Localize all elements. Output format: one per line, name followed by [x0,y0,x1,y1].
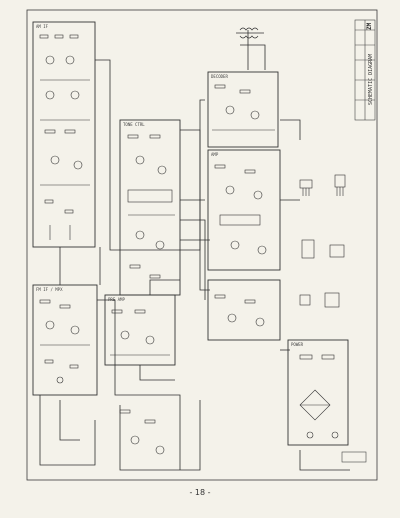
label-amp: AMP [211,152,219,157]
label-power: POWER [291,342,304,347]
section-box-am-if [33,22,95,247]
section-box-power [288,340,348,445]
title-block-title: SCHEMATIC DIAGRAM [368,53,374,105]
label-fm-if: FM IF / MPX [36,287,63,292]
title-block-model: ZM [366,22,373,30]
components-preamp [110,310,170,454]
section-box-fm-if [33,285,97,395]
label-center: TONE CTRL [123,122,145,127]
section-box-center [120,120,180,295]
transformer-symbol [236,28,264,38]
page-number: - 18 - [189,488,211,497]
sheet-frame [27,10,377,480]
components-am-if [40,35,90,240]
label-am-if: AM IF [36,24,49,29]
components-amp [215,165,266,326]
bus-wires [40,30,350,470]
label-preamp: PRE AMP [108,297,125,302]
section-box-decoder [208,72,278,147]
pinout-legends [300,175,345,307]
section-box-lower-amp [208,280,280,340]
section-boxes [33,22,348,445]
components-power [300,355,338,438]
section-box-preamp [105,295,175,365]
label-decoder: DECODER [211,74,228,79]
components-center [128,135,175,278]
components-fm-if [40,300,90,383]
components-decoder [212,85,275,130]
